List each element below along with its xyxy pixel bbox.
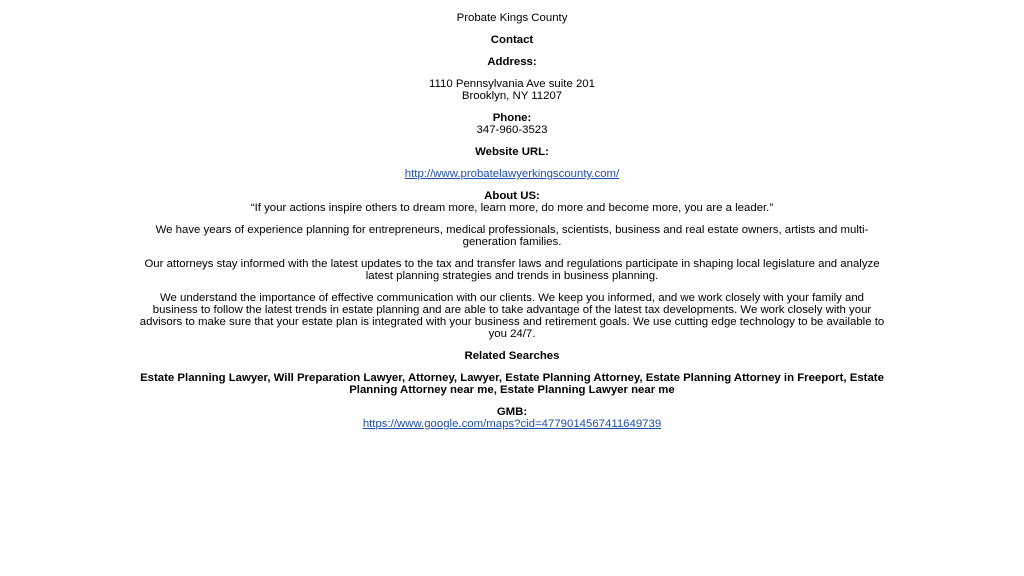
website-block (136, 168, 888, 180)
about-paragraph-2: Our attorneys stay informed with the latest updates to the tax and transfer laws and regulations participate in shaping local legislature and analyze latest planning strategies and trends in business planning. (144, 258, 880, 282)
about-quote: “If your actions inspire others to dream more, learn more, do more and become more, you are a leader.” (250, 202, 774, 214)
website-link[interactable]: http://www.probatelawyerkingscounty.com/ (404, 168, 620, 180)
address-line-2: Brooklyn, NY 11207 (461, 90, 563, 102)
about-block (132, 190, 892, 214)
about-paragraph-1: We have years of experience planning for entrepreneurs, medical professionals, scientists, business and real estate owners, artists and multi-generation families. (155, 224, 869, 248)
address-label: Address: (487, 56, 537, 68)
about-paragraph-3: We understand the importance of effective communication with our clients. We keep you informed, and we work closely with your family and business to follow the latest trends in estate planning and are able to take advantage of the latest tax developments. We work closely with your advisors to make sure that your estate plan is integrated with your business and retirement goals. We use cutting edge technology to be available to you 24/7. (139, 292, 885, 340)
phone-block (136, 112, 888, 136)
gmb-block (136, 406, 888, 430)
related-searches-text: Estate Planning Lawyer, Will Preparation Lawyer, Attorney, Lawyer, Estate Planning Attorney, Estate Planning Attorney in Freeport, Estate Planning Attorney near me, Estate Planning Lawyer near me (140, 372, 884, 396)
gmb-label: GMB: (496, 406, 528, 418)
address-line-1: 1110 Pennsylvania Ave suite 201 (429, 78, 595, 90)
phone-value: 347-960-3523 (476, 124, 548, 136)
related-searches-label: Related Searches (464, 350, 560, 362)
phone-label: Phone: (492, 112, 532, 124)
website-label: Website URL: (475, 146, 549, 158)
gmb-link[interactable]: https://www.google.com/maps?cid=4779014567411649739 (362, 418, 662, 430)
contact-heading: Contact (490, 34, 534, 46)
page-title: Probate Kings County (456, 12, 568, 24)
address-block (136, 78, 888, 102)
about-label: About US: (484, 190, 540, 202)
